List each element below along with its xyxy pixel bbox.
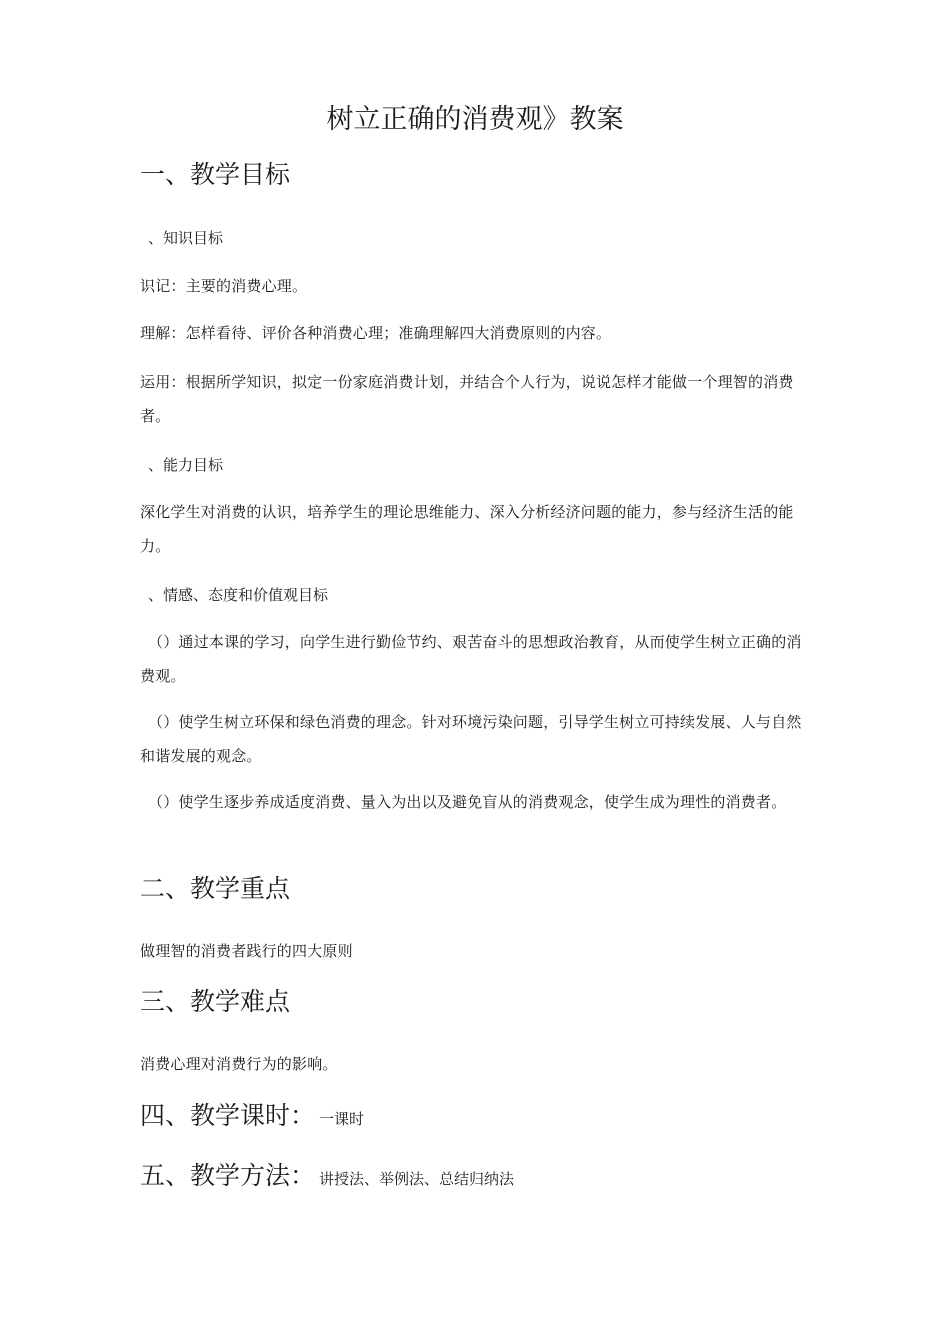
ability-goals-heading: 、能力目标 [148, 456, 224, 474]
section-class-hours-heading [140, 1098, 364, 1137]
section-teaching-goals-heading: 一、教学目标 [140, 160, 291, 189]
knowledge-item-understand: 理解：怎样看待、评价各种消费心理；准确理解四大消费原则的内容。 [140, 324, 612, 342]
knowledge-item-recall: 识记：主要的消费心理。 [140, 277, 308, 295]
methods-label: 五、教学方法： [140, 1161, 316, 1190]
emotion-item-1: （）通过本课的学习，向学生进行勤俭节约、艰苦奋斗的思想政治教育，从而使学生树立正确的消费观。 [140, 633, 802, 685]
section-key-points-heading: 二、教学重点 [140, 874, 291, 903]
section-methods-heading [140, 1158, 514, 1197]
difficulties-text: 消费心理对消费行为的影响。 [140, 1055, 338, 1073]
key-points-text: 做理智的消费者践行的四大原则 [140, 942, 353, 960]
knowledge-goals-heading: 、知识目标 [148, 229, 224, 247]
emotion-goals-heading: 、情感、态度和价值观目标 [148, 586, 329, 604]
knowledge-item-apply: 运用：根据所学知识，拟定一份家庭消费计划，并结合个人行为，说说怎样才能做一个理智的消费者。 [140, 373, 794, 425]
ability-goals-text: 深化学生对消费的认识，培养学生的理论思维能力、深入分析经济问题的能力，参与经济生活的能力。 [140, 503, 794, 555]
class-hours-value: 一课时 [319, 1110, 365, 1128]
document-title: 树立正确的消费观》教案 [326, 104, 624, 135]
section-difficulties-heading: 三、教学难点 [140, 987, 291, 1016]
class-hours-label: 四、教学课时： [140, 1101, 316, 1130]
methods-value: 讲授法、举例法、总结归纳法 [319, 1170, 515, 1188]
emotion-item-2: （）使学生树立环保和绿色消费的理念。针对环境污染问题，引导学生树立可持续发展、人与自然和谐发展的观念。 [140, 713, 802, 765]
emotion-item-3: （）使学生逐步养成适度消费、量入为出以及避免盲从的消费观念，使学生成为理性的消费者。 [148, 793, 787, 811]
